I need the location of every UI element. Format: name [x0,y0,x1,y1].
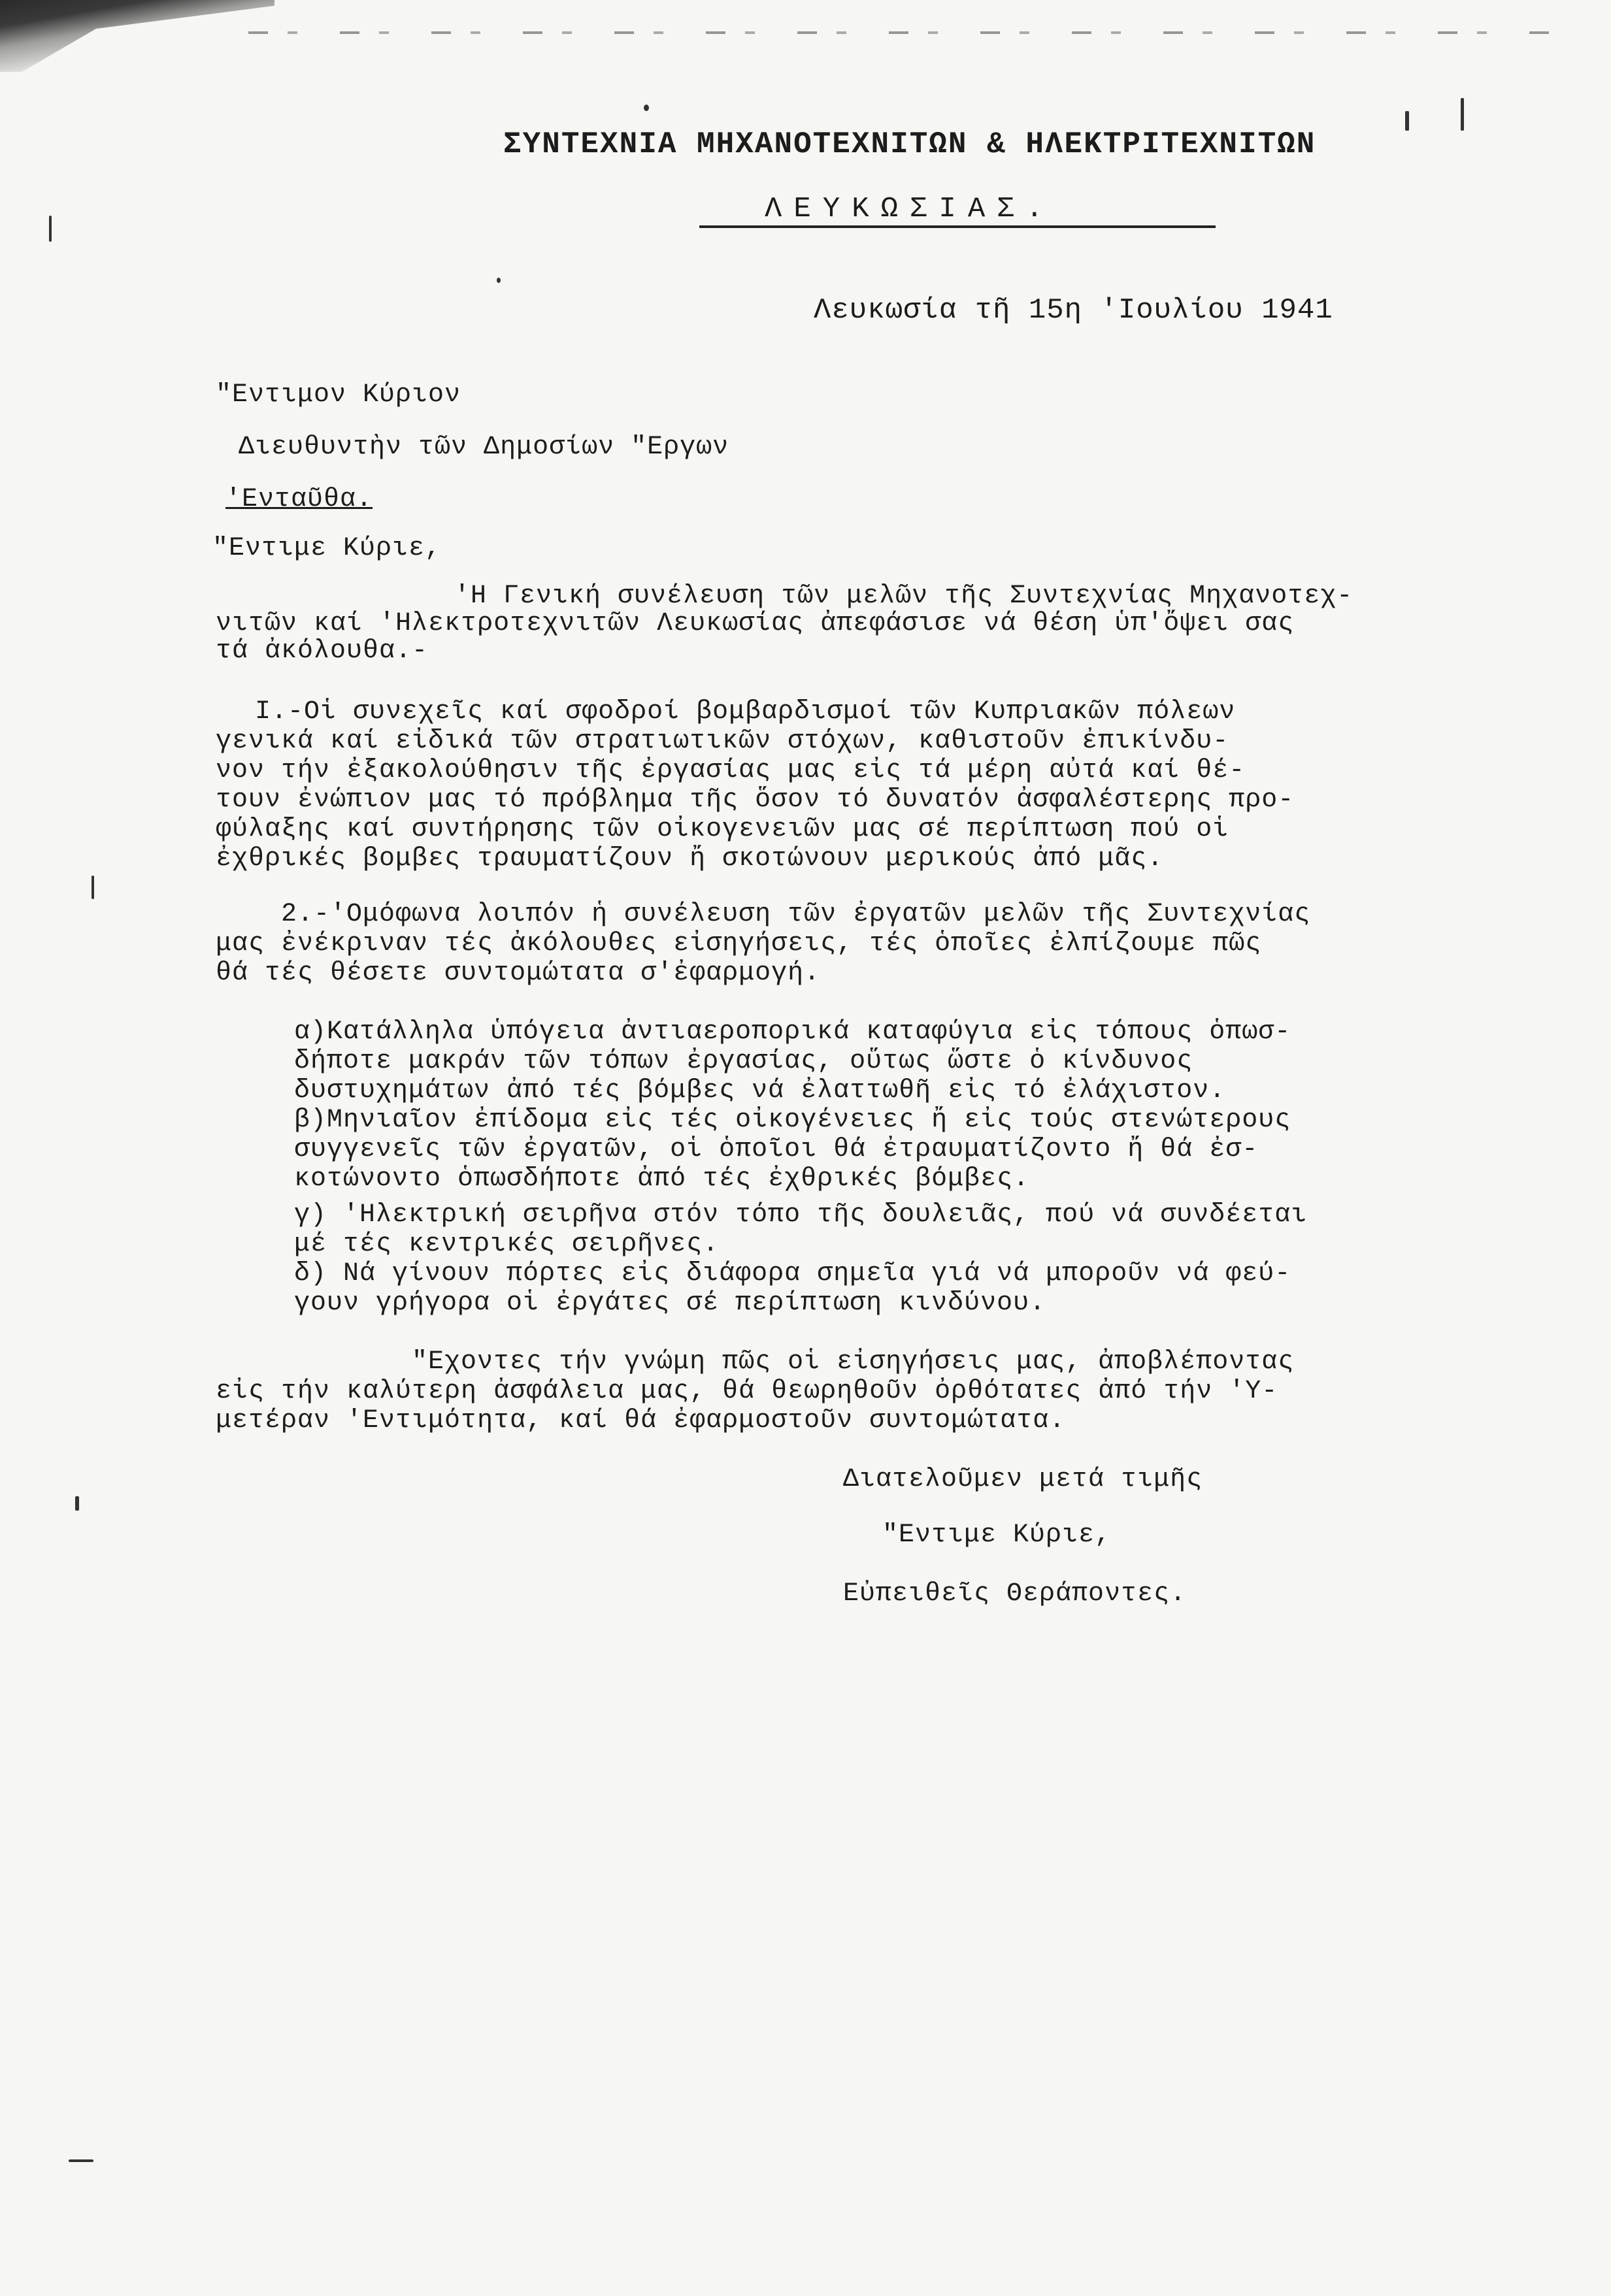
subpoint-line: δήποτε μακράν τῶν τόπων ἐργασίας, οὕτως ὥστε ὁ κίνδυνος [294,1047,1193,1076]
scan-shadow-corner [0,0,274,72]
subpoint-line: γ) 'Ηλεκτρική σειρῆνα στόν τόπο τῆς δουλειᾶς, πού νά συνδέεται [294,1200,1308,1230]
letterhead-city: ΛΕΥΚΩΣΙΑΣ. [765,193,1055,225]
point1-line: γενικά καί εἰδικά τῶν στρατιωτικῶν στόχων, καθιστοῦν ἐπικίνδυ- [216,727,1229,756]
closing-line: εἰς τήν καλύτερη ἀσφάλεια μας, θά θεωρηθοῦν ὀρθότατες ἀπό τήν 'Υ- [216,1377,1278,1406]
subpoint-line: β)Μηνιαῖον ἐπίδομα εἰς τές οἰκογένειες ἤ εἰς τούς στενώτερους [294,1106,1291,1135]
scan-speck [497,278,501,283]
subpoint-line: α)Κατάλληλα ὑπόγεια ἀντιαεροπορικά καταφύγια εἰς τόπους ὁπωσ- [294,1017,1291,1047]
signoff-line: Διατελοῦμεν μετά τιμῆς [843,1465,1203,1494]
closing-line: "Εχοντες τήν γνώμη πῶς οἱ εἰσηγήσεις μας, ἀποβλέποντας [412,1347,1295,1377]
greeting: "Εντιμε Κύριε, [212,534,442,563]
closing-line: μετέραν 'Εντιμότητα, καί θά ἐφαρμοστοῦν συντομώτατα. [216,1406,1066,1435]
letterhead-organization: ΣΥΝΤΕΧΝΙΑ ΜΗΧΑΝΟΤΕΧΝΙΤΩΝ & ΗΛΕΚΤΡΙΤΕΧΝΙΤΩΝ [503,127,1316,161]
scan-speck [75,1496,79,1511]
subpoint-line: δ) Νά γίνουν πόρτες εἰς διάφορα σημεῖα γιά νά μποροῦν νά φεύ- [294,1259,1291,1288]
point1-line: τουν ἐνώπιον μας τό πρόβλημα τῆς ὅσον τό δυνατόν ἀσφαλέστερης προ- [216,785,1295,815]
point1-line: ἐχθρικές βομβες τραυματίζουν ἤ σκοτώνουν μερικούς ἀπό μᾶς. [216,844,1164,874]
subpoint-line: συγγενεῖς τῶν ἐργατῶν, οἱ ὁποῖοι θά ἐτραυματίζοντο ἤ θά ἐσ- [294,1135,1259,1164]
subpoint-line: κοτώνοντο ὁπωσδήποτε ἀπό τές ἐχθρικές βόμβες. [294,1164,1030,1194]
intro-line: τά ἀκόλουθα.- [216,636,429,666]
scan-top-edge [248,31,1555,34]
point2-line: θά τές θέσετε συντομώτατα σ'ἐφαρμογή. [216,959,821,988]
scan-speck [49,216,52,242]
scan-speck [644,105,649,111]
point1-line: φύλαξης καί συντήρησης τῶν οἰκογενειῶν μας σέ περίπτωση πού οἱ [216,815,1229,844]
scan-speck [91,876,94,899]
letter-date: Λευκωσία τῆ 15η 'Ιουλίου 1941 [814,294,1333,327]
subpoint-line: γουν γρήγορα οἱ ἐργάτες σέ περίπτωση κινδύνου. [294,1288,1046,1318]
letterhead-underline [699,225,1216,228]
recipient-location: 'Ενταῦθα. [225,485,373,514]
point1-line: νον τήν ἐξακολούθησιν τῆς ἐργασίας μας εἰς τά μέρη αὐτά καί θέ- [216,756,1246,785]
intro-line: 'Η Γενική συνέλευση τῶν μελῶν τῆς Συντεχνίας Μηχανοτεχ- [454,582,1354,611]
intro-line: νιτῶν καί 'Ηλεκτροτεχνιτῶν Λευκωσίας ἀπεφάσισε νά θέση ὑπ'ὄψει σας [216,609,1295,638]
recipient-title: Διευθυντὴν τῶν Δημοσίων "Εργων [239,433,729,462]
point1-line: I.-Οἱ συνεχεῖς καί σφοδροί βομβαρδισμοί τῶν Κυπριακῶν πόλεων [255,697,1236,727]
signoff-line: Εὐπειθεῖς Θεράποντες. [843,1579,1187,1609]
signoff-line: "Εντιμε Κύριε, [882,1520,1112,1550]
recipient-salutation: "Εντιμον Κύριον [216,380,461,410]
subpoint-line: μέ τές κεντρικές σειρῆνες. [294,1230,720,1259]
subpoint-line: δυστυχημάτων ἀπό τές βόμβες νά ἐλαττωθῆ εἰς τό ἐλάχιστον. [294,1076,1226,1106]
point2-line: 2.-'Ομόφωνα λοιπόν ἡ συνέλευση τῶν ἐργατῶν μελῶν τῆς Συντεχνίας [281,900,1311,929]
scan-speck [69,2159,93,2162]
scan-speck [1461,98,1464,131]
point2-line: μας ἐνέκριναν τές ἀκόλουθες εἰσηγήσεις, τές ὁποῖες ἐλπίζουμε πῶς [216,929,1262,959]
scan-speck [1405,111,1409,131]
